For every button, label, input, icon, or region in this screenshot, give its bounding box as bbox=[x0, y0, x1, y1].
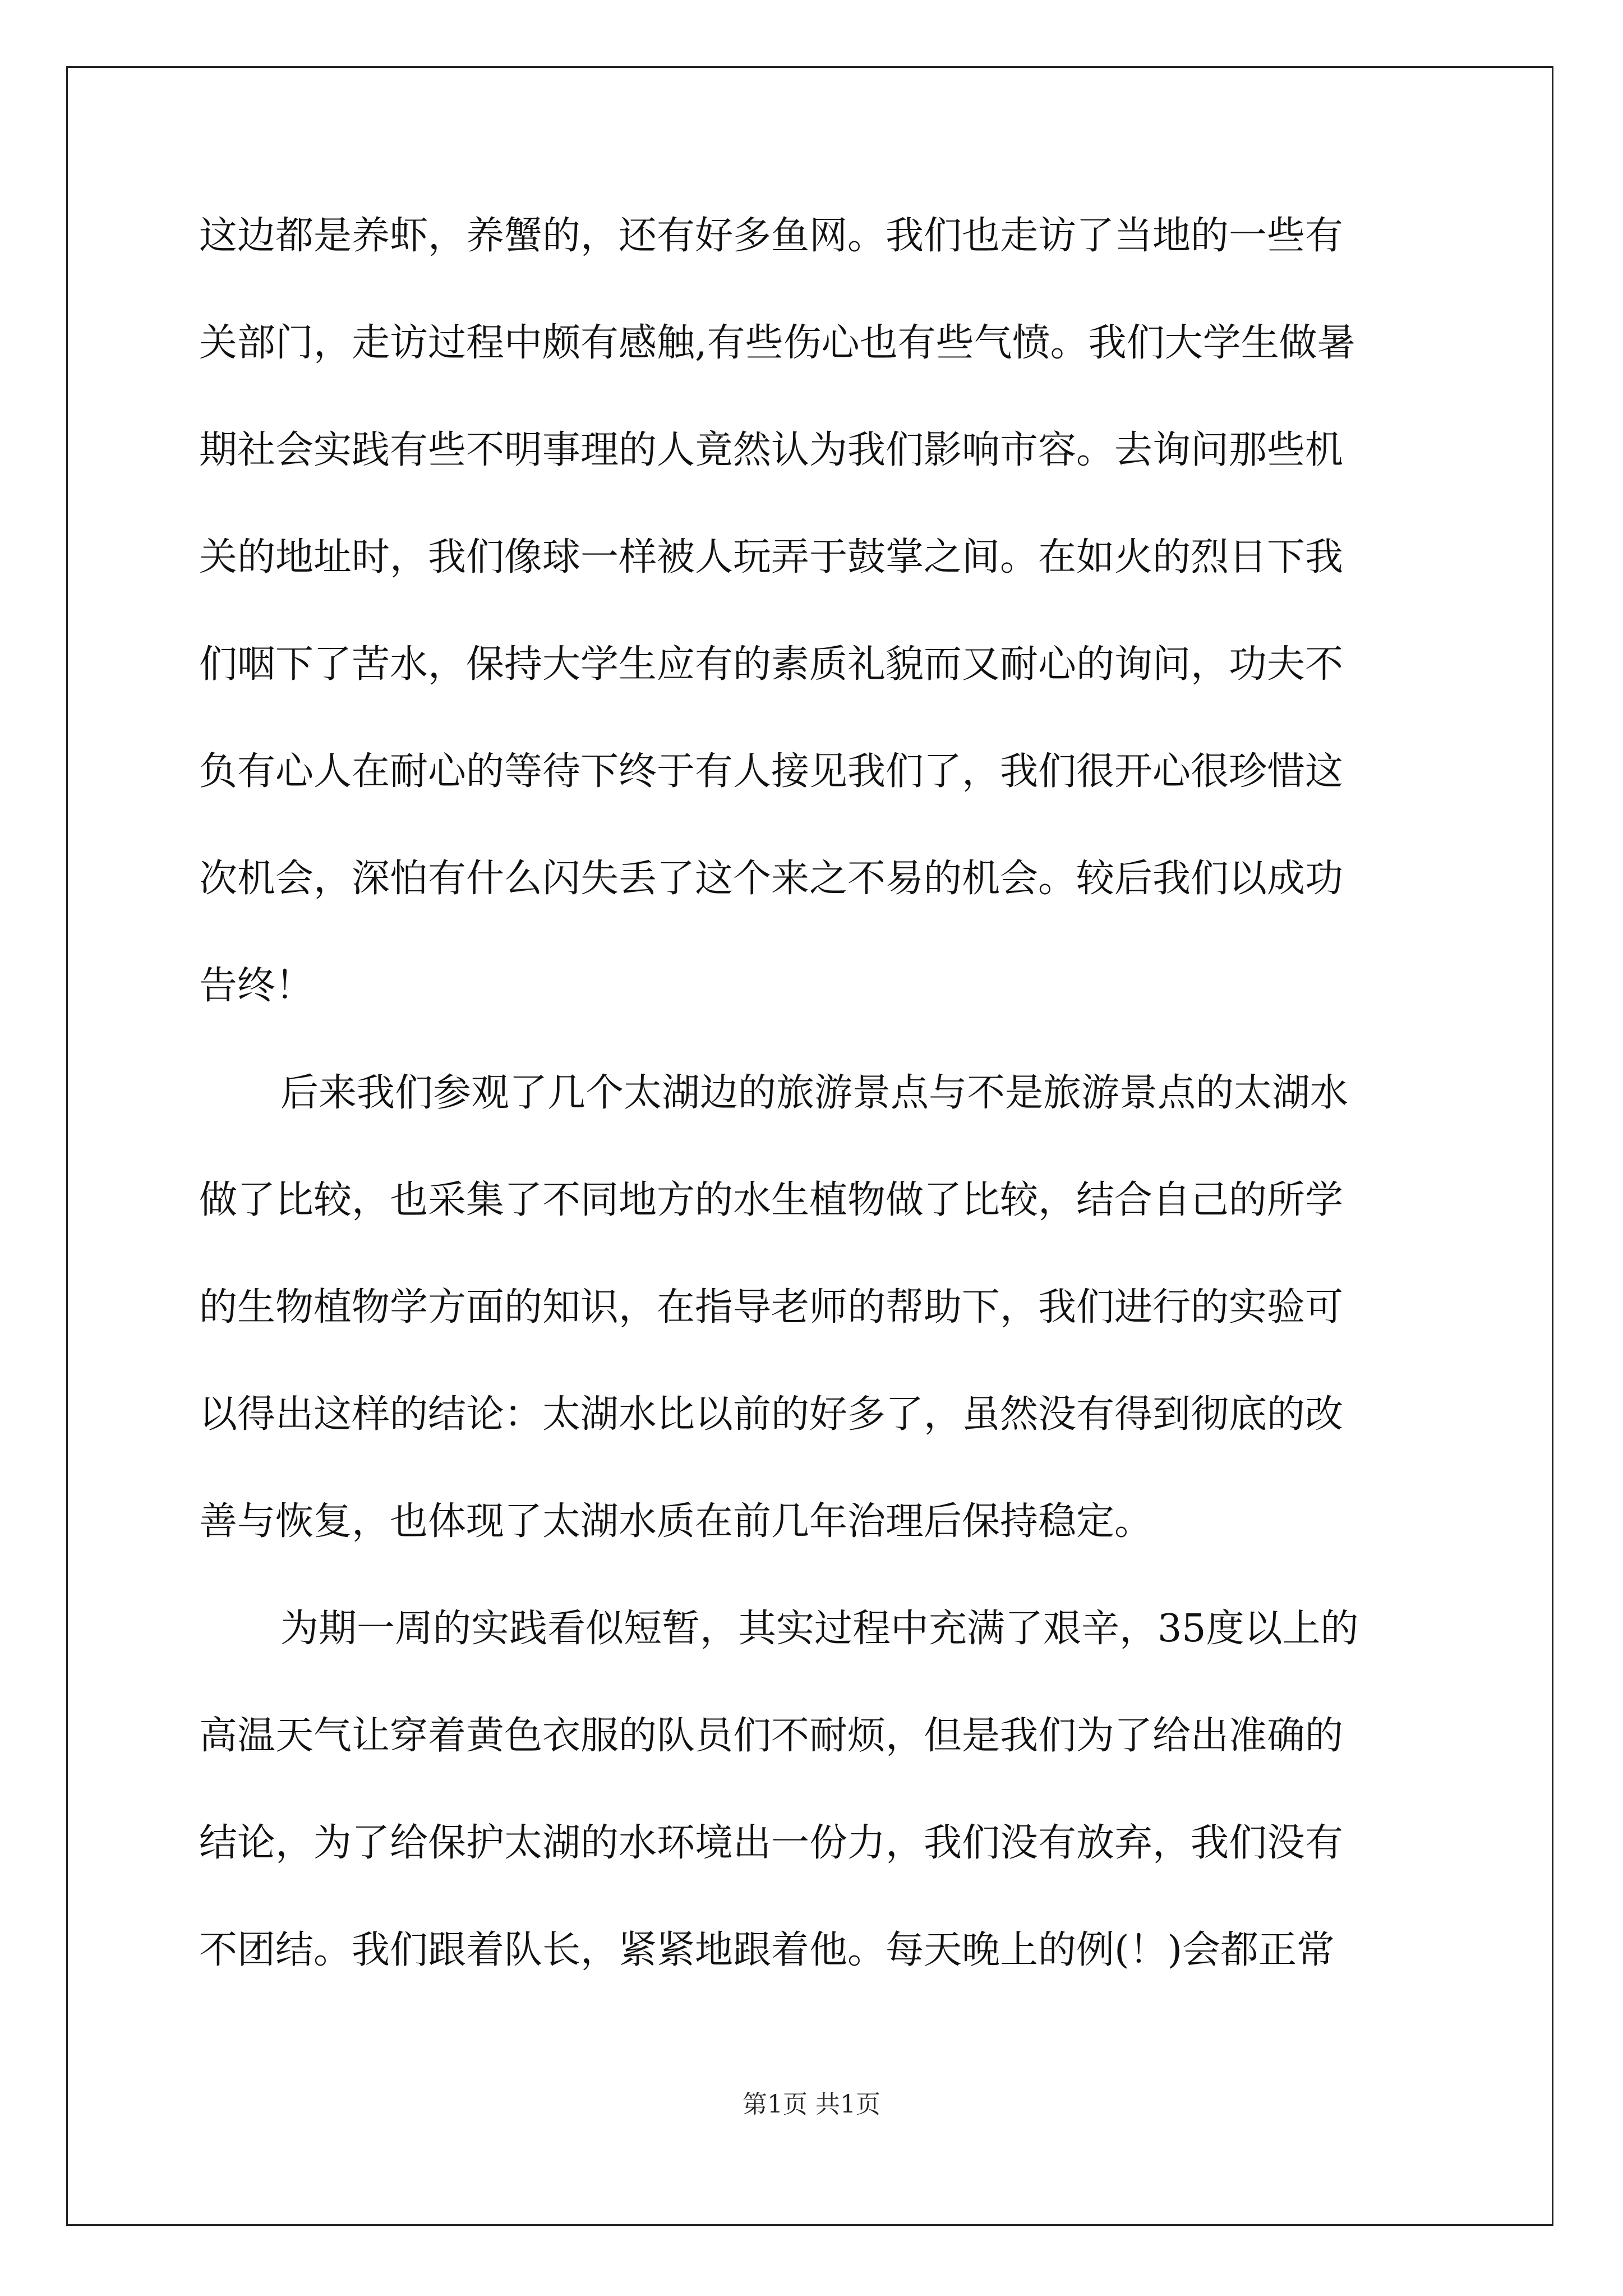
page-footer: 第1页 共1页 bbox=[743, 2090, 880, 2119]
text-line: 这边都是养虾，养蟹的，还有好多鱼网。我们也走访了当地的一些有 bbox=[199, 214, 1344, 258]
text-line: 的生物植物学方面的知识，在指导老师的帮助下，我们进行的实验可 bbox=[199, 1285, 1344, 1329]
text-line: 结论，为了给保护太湖的水环境出一份力，我们没有放弃，我们没有 bbox=[199, 1821, 1344, 1865]
document-body bbox=[199, 210, 1422, 2032]
text-line: 负有心人在耐心的等待下终于有人接见我们了，我们很开心很珍惜这 bbox=[199, 749, 1344, 794]
text-line: 不团结。我们跟着队长，紧紧地跟着他。每天晚上的例(！)会都正常 bbox=[199, 1928, 1335, 1972]
text-line: 期社会实践有些不明事理的人竟然认为我们影响市容。去询问那些机 bbox=[199, 428, 1344, 472]
paragraph-start-line: 后来我们参观了几个太湖边的旅游景点与不是旅游景点的太湖水 bbox=[280, 1071, 1349, 1115]
text-line: 告终！ bbox=[199, 964, 314, 1008]
text-line: 善与恢复，也体现了太湖水质在前几年治理后保持稳定。 bbox=[199, 1499, 1153, 1544]
text-line: 关的地址时，我们像球一样被人玩弄于鼓掌之间。在如火的烈日下我 bbox=[199, 535, 1344, 579]
text-line: 以得出这样的结论：太湖水比以前的好多了，虽然没有得到彻底的改 bbox=[199, 1392, 1344, 1437]
text-line: 次机会，深怕有什么闪失丢了这个来之不易的机会。较后我们以成功 bbox=[199, 857, 1344, 901]
text-line: 们咽下了苦水，保持大学生应有的素质礼貌而又耐心的询问，功夫不 bbox=[199, 642, 1344, 687]
text-line: 关部门，走访过程中颇有感触,有些伤心也有些气愤。我们大学生做暑 bbox=[199, 321, 1355, 365]
paragraph-start-line: 为期一周的实践看似短暂，其实过程中充满了艰辛，35度以上的 bbox=[280, 1607, 1359, 1651]
text-line: 做了比较，也采集了不同地方的水生植物做了比较，结合自己的所学 bbox=[199, 1178, 1344, 1222]
text-line: 高温天气让穿着黄色衣服的队员们不耐烦，但是我们为了给出准确的 bbox=[199, 1714, 1344, 1758]
